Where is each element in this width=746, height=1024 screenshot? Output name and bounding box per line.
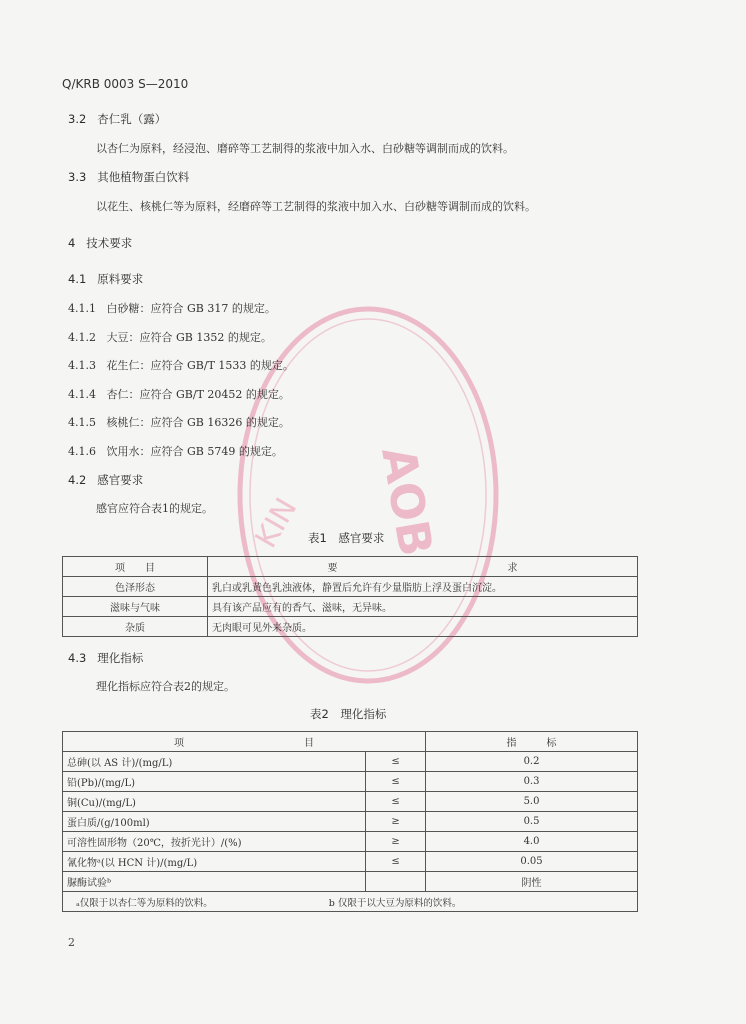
- section-number: 4.1: [68, 272, 87, 286]
- table-cell: ≤: [366, 752, 426, 772]
- table-row: [63, 792, 638, 812]
- table-cell: ≥: [366, 832, 426, 852]
- section-3-3-text: 以花生、核桃仁等为原料，经磨碎等工艺制得的浆液中加入水、白砂糖等调制而成的饮料。: [96, 200, 536, 213]
- section-4-1-heading: [68, 271, 143, 287]
- document-code-header: Q/KRB 0003 S—2010: [62, 77, 189, 91]
- table-row: [63, 577, 638, 597]
- table-cell: 蛋白质/(g/100ml): [63, 812, 366, 832]
- svg-text:KIN: KIN: [248, 492, 305, 554]
- list-item: 4.1.6 饮用水：应符合 GB 5749 的规定。: [68, 445, 283, 458]
- footnote-b: b 仅限于以大豆为原料的饮料。: [328, 897, 462, 909]
- table-footnote: [63, 892, 638, 912]
- section-title: 技术要求: [86, 236, 133, 250]
- table-cell: 0.05: [426, 852, 638, 872]
- table-cell: 杂质: [63, 617, 208, 637]
- table-cell: 无肉眼可见外来杂质。: [208, 617, 638, 637]
- column-header: 指 标: [426, 732, 638, 752]
- table1-caption: 表1 感官要求: [308, 531, 385, 545]
- section-4-3-heading: [68, 650, 143, 666]
- section-3-2-heading: [68, 111, 166, 127]
- section-title: 原料要求: [97, 272, 144, 286]
- table-cell: 0.5: [426, 812, 638, 832]
- table-cell: 总砷(以 AS 计)/(mg/L): [63, 752, 366, 772]
- svg-text:AOB: AOB: [371, 442, 444, 561]
- table-row: [63, 752, 638, 772]
- table-cell: 0.2: [426, 752, 638, 772]
- table-row: [63, 772, 638, 792]
- column-header: 项 目: [63, 557, 208, 577]
- section-4-2-heading: [68, 472, 143, 488]
- table-cell: 可溶性固形物（20℃，按折光计）/(%): [63, 832, 366, 852]
- column-header: 要 求: [208, 557, 638, 577]
- section-title: 感官要求: [97, 473, 144, 487]
- page-number: 2: [68, 936, 75, 949]
- list-item: 4.1.4 杏仁：应符合 GB/T 20452 的规定。: [68, 388, 290, 401]
- table-header-row: [63, 732, 638, 752]
- table-row: [63, 812, 638, 832]
- section-number: 4.3: [68, 651, 87, 665]
- table-cell: 铅(Pb)/(mg/L): [63, 772, 366, 792]
- table-cell: ≤: [366, 852, 426, 872]
- list-item: 4.1.3 花生仁：应符合 GB/T 1533 的规定。: [68, 359, 294, 372]
- section-4-heading: [68, 235, 132, 251]
- section-3-2-text: 以杏仁为原料，经浸泡、磨碎等工艺制得的浆液中加入水、白砂糖等调制而成的饮料。: [96, 142, 514, 155]
- table-cell: 5.0: [426, 792, 638, 812]
- section-3-3-heading: [68, 169, 189, 185]
- list-item: 4.1.2 大豆：应符合 GB 1352 的规定。: [68, 331, 272, 344]
- section-number: 3.2: [68, 112, 87, 126]
- table-row: [63, 617, 638, 637]
- table-row: [63, 872, 638, 892]
- footnote-a: ₐ仅限于以杏仁等为原料的饮料。: [76, 897, 213, 909]
- column-header: 项 目: [63, 732, 426, 752]
- list-item: 4.1.1 白砂糖：应符合 GB 317 的规定。: [68, 302, 276, 315]
- table-cell: [366, 872, 426, 892]
- section-number: 3.3: [68, 170, 87, 184]
- table-row: [63, 597, 638, 617]
- section-number: 4.2: [68, 473, 87, 487]
- list-item: 4.1.5 核桃仁：应符合 GB 16326 的规定。: [68, 416, 290, 429]
- table-header-row: [63, 557, 638, 577]
- section-title: 理化指标: [97, 651, 144, 665]
- table-cell: 铜(Cu)/(mg/L): [63, 792, 366, 812]
- sensory-table: [62, 556, 638, 637]
- section-4-2-text: 感官应符合表1的规定。: [96, 502, 213, 515]
- table-cell: 具有该产品应有的香气、滋味，无异味。: [208, 597, 638, 617]
- section-number: 4: [68, 236, 76, 250]
- section-title: 杏仁乳（露）: [97, 112, 167, 126]
- table-cell: 氰化物ᵃ(以 HCN 计)/(mg/L): [63, 852, 366, 872]
- table-cell: 脲酶试验ᵇ: [63, 872, 366, 892]
- table-cell: 滋味与气味: [63, 597, 208, 617]
- table-cell: 乳白或乳黄色乳浊液体，静置后允许有少量脂肪上浮及蛋白沉淀。: [208, 577, 638, 597]
- table-cell: ≤: [366, 792, 426, 812]
- table2-caption: 表2 理化指标: [310, 707, 387, 721]
- table-cell: 阴性: [426, 872, 638, 892]
- table-row: [63, 852, 638, 872]
- table-cell: ≥: [366, 812, 426, 832]
- table-cell: 0.3: [426, 772, 638, 792]
- table-cell: 色泽形态: [63, 577, 208, 597]
- physicochemical-table: [62, 731, 638, 912]
- table-cell: 4.0: [426, 832, 638, 852]
- section-4-3-text: 理化指标应符合表2的规定。: [96, 680, 235, 693]
- table-footnote-row: [63, 892, 638, 912]
- table-cell: ≤: [366, 772, 426, 792]
- section-title: 其他植物蛋白饮料: [97, 170, 190, 184]
- table-row: [63, 832, 638, 852]
